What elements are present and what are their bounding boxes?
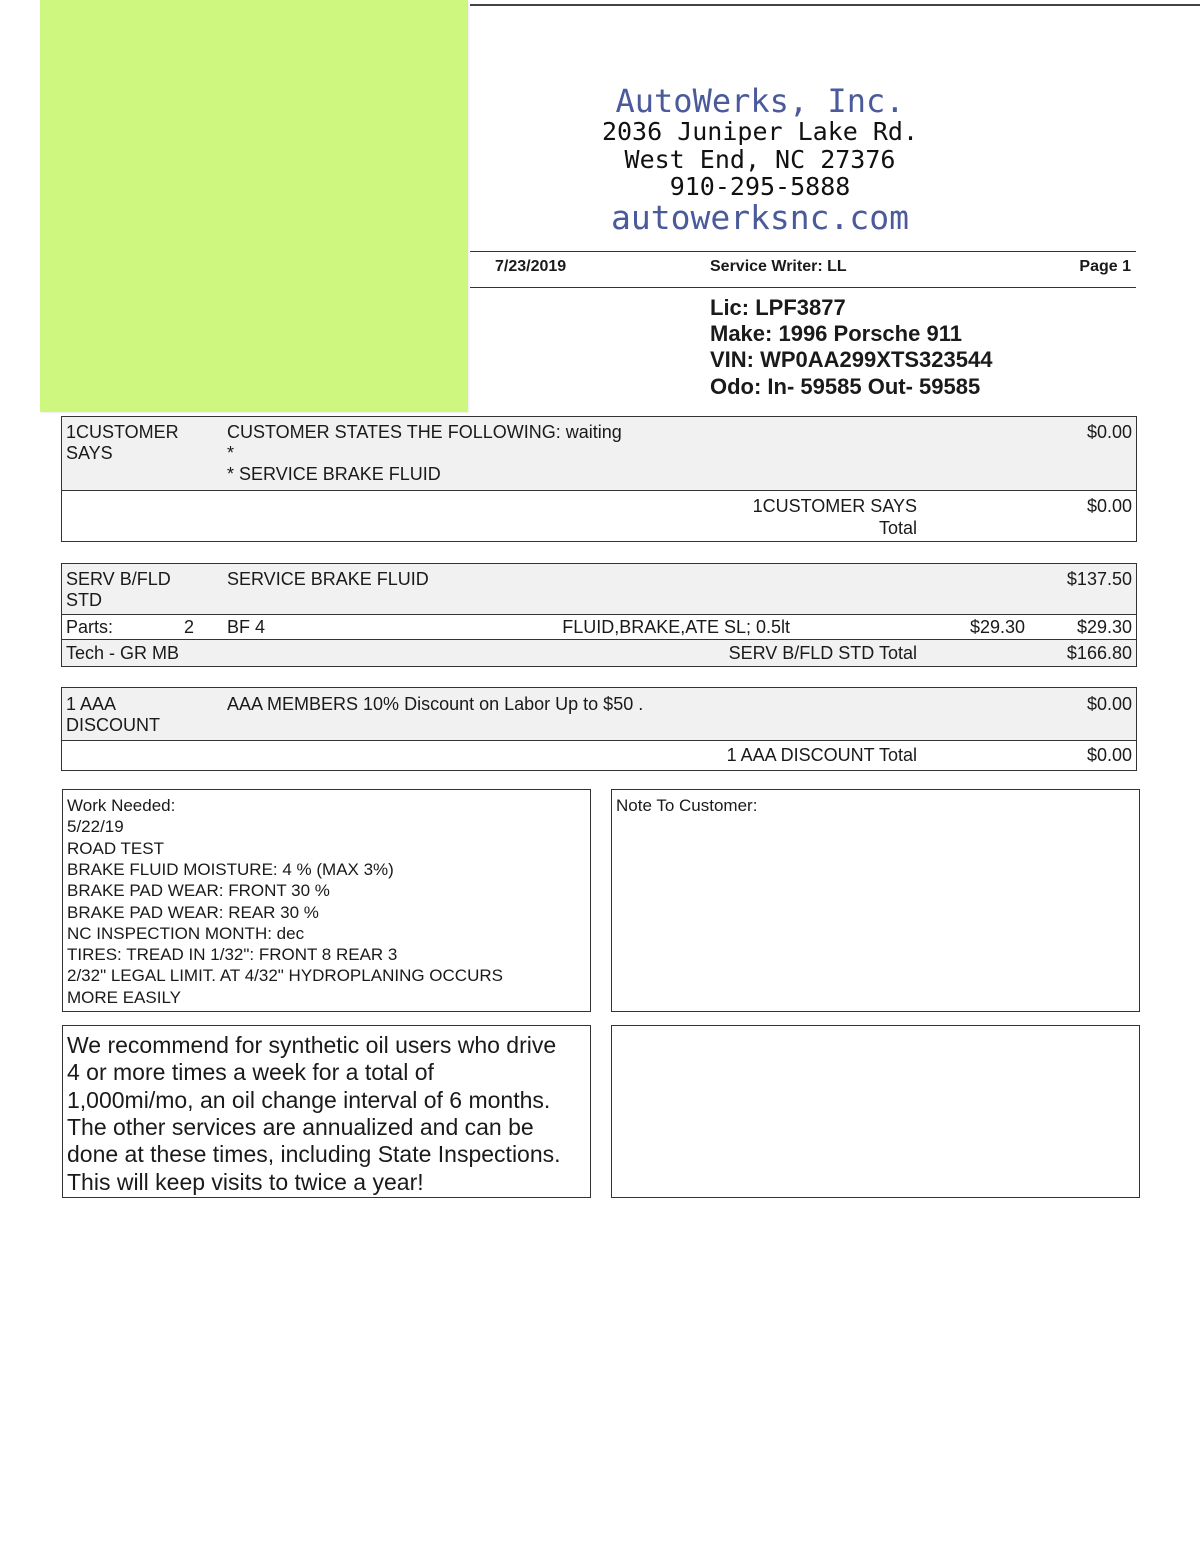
job-amount: $0.00 [1086,694,1132,714]
work-needed-line: 2/32" LEGAL LIMIT. AT 4/32" HYDROPLANING OCCURS [67,966,503,986]
work-needed-line: BRAKE PAD WEAR: FRONT 30 % [67,881,330,901]
job-total-label: SERV B/FLD STD Total [728,643,917,663]
job-customer-says [61,416,1137,491]
parts-label: Parts: [66,617,114,637]
work-needed-line: NC INSPECTION MONTH: dec [67,923,305,943]
recommendation-line: The other services are annualized and can be [67,1113,534,1140]
recommendation-line: done at these times, including State Inspections. [67,1141,561,1168]
part-description: FLUID,BRAKE,ATE SL; 0.5lt [562,617,790,637]
parts-quantity: 2 [184,617,195,637]
technician: Tech - GR MB [66,643,180,663]
work-needed-line: TIRES: TREAD IN 1/32": FRONT 8 REAR 3 [67,945,398,965]
part-extended-price: $29.30 [1076,617,1132,637]
job-total-label: 1CUSTOMER SAYS [752,496,917,516]
recommendation-line: 4 or more times a week for a total of [67,1059,434,1086]
job-amount: $0.00 [1086,422,1132,442]
job-note-star: * [227,443,235,463]
header-rule-bottom [470,287,1136,288]
vehicle-make: Make: 1996 Porsche 911 [710,321,962,346]
job-customer-says-total-row [61,490,1137,542]
work-needed-line: BRAKE PAD WEAR: REAR 30 % [67,902,319,922]
vehicle-license: Lic: LPF3877 [710,295,846,320]
job-aaa-discount [61,687,1137,741]
company-phone: 910-295-5888 [669,172,851,201]
job-code: 1 AAA [66,694,117,714]
job-code-cont: SAYS [66,443,113,463]
recommendation-line: We recommend for synthetic oil users who drive [67,1032,557,1058]
vehicle-vin: VIN: WP0AA299XTS323544 [710,347,993,372]
header-rule-top [470,251,1136,252]
note-to-customer-box [611,789,1140,1012]
job-brake-fluid [61,563,1137,615]
note-to-customer-label: Note To Customer: [616,796,758,815]
service-writer: Service Writer: LL [710,258,847,275]
work-needed-line: BRAKE FLUID MOISTURE: 4 % (MAX 3%) [67,859,394,879]
work-needed-line: ROAD TEST [67,838,164,858]
job-description: CUSTOMER STATES THE FOLLOWING: waiting [227,422,622,442]
company-city: West End, NC 27376 [624,145,896,174]
job-code: SERV B/FLD [66,569,171,589]
job-aaa-discount-total-row [61,740,1137,771]
job-total-label: 1 AAA DISCOUNT Total [726,745,917,765]
top-edge-line [470,4,1200,6]
work-needed-box [62,789,591,1012]
job-total-word: Total [878,518,917,538]
job-item: * SERVICE BRAKE FLUID [227,464,441,484]
job-brake-fluid-total-row [61,639,1137,667]
part-unit-price: $29.30 [969,617,1025,637]
recommendation-line: This will keep visits to twice a year! [67,1168,424,1195]
job-total-amount: $166.80 [1066,643,1132,663]
work-needed-title: Work Needed: [67,796,176,815]
job-code: 1CUSTOMER [66,422,179,442]
job-amount: $137.50 [1066,569,1132,589]
work-needed-line: 5/22/19 [67,817,124,837]
parts-row [61,614,1137,640]
job-total-amount: $0.00 [1086,745,1132,765]
company-name: AutoWerks, Inc. [615,82,905,120]
page-number: Page 1 [1079,258,1131,275]
job-code-cont: DISCOUNT [66,715,160,735]
job-description: SERVICE BRAKE FLUID [227,569,429,589]
part-number: BF 4 [227,617,266,637]
job-code-cont: STD [66,590,102,610]
company-website: autowerksnc.com [610,198,909,237]
sticky-note [40,0,468,412]
recommendation-line: 1,000mi/mo, an oil change interval of 6 months. [67,1086,551,1113]
job-total-amount: $0.00 [1086,496,1132,516]
work-needed-line: MORE EASILY [67,987,181,1007]
recommendation-box [62,1025,591,1198]
vehicle-odometer: Odo: In- 59585 Out- 59585 [710,374,981,399]
invoice-date: 7/23/2019 [495,258,567,275]
company-address: 2036 Juniper Lake Rd. [601,117,919,146]
job-description: AAA MEMBERS 10% Discount on Labor Up to $50 . [227,694,644,714]
blank-box [611,1025,1140,1198]
